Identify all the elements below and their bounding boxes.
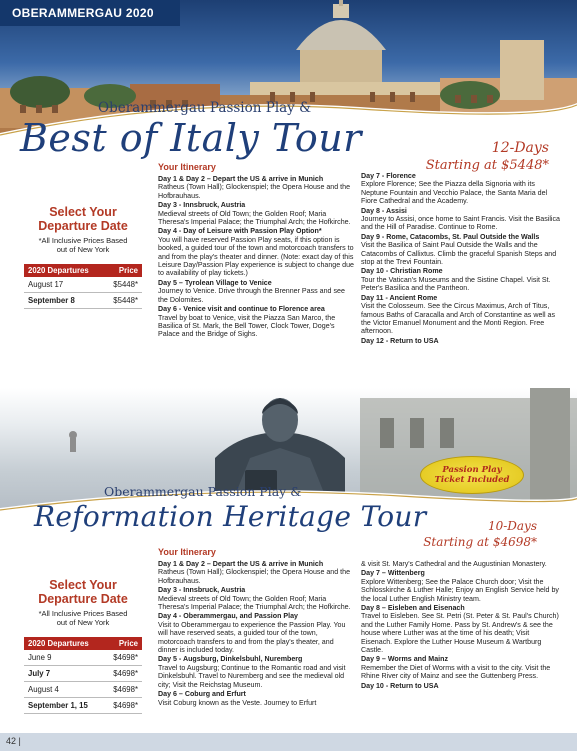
itinerary-day (158, 279, 354, 304)
itinerary-day (361, 560, 561, 568)
tour1-days: 12-Days (491, 140, 549, 156)
badge-line2: Ticket Included (434, 475, 510, 485)
table-row (24, 277, 142, 293)
departure-title-line1: Select Your (49, 578, 117, 592)
departure-title (24, 578, 142, 606)
itinerary-day (158, 201, 354, 226)
departure-title-line2: Departure Date (38, 592, 128, 606)
departure-price: $4698* (104, 698, 142, 714)
departure-date: June 9 (24, 650, 104, 666)
badge-line1: Passion Play (442, 465, 502, 475)
itinerary-day (158, 586, 354, 611)
itinerary-day (158, 612, 354, 654)
table-row (24, 682, 142, 698)
day-title: Day 10 - Return to USA (361, 681, 439, 690)
footer-bar (0, 733, 577, 751)
day-body: Visit the Colosseum. See the Circus Maximus, Arch of Titus, famous Baths of Caracalla and Arch of Constantine as well as the Victor Emanuel Monument and the Monti Region. Free afternoon. (361, 302, 556, 336)
day-body: Visit the Basilica of Saint Paul Outside the Walls and the Catacombs of Callixtus. Climb the graceful Spanish Steps and stop at the Trevi Fountain. (361, 241, 557, 267)
day-title: Day 6 – Coburg and Erfurt (158, 690, 246, 699)
departure-date: July 7 (24, 666, 104, 682)
departure-price: $4698* (104, 666, 142, 682)
tour2-price-callout (423, 518, 537, 550)
departure-price: $4698* (104, 682, 142, 698)
tour1-itinerary-col2 (361, 172, 561, 346)
departure-date: September 8 (24, 293, 104, 309)
day-title: Day 3 - Innsbruck, Austria (158, 201, 246, 210)
tour1-departure-box (24, 205, 142, 309)
departure-title (24, 205, 142, 233)
tour1-itinerary-heading: Your Itinerary (158, 162, 216, 172)
day-title: Day 8 - Assisi (361, 206, 407, 215)
day-body: Explore Florence; See the Piazza della Signoria with its Neptune Fountain and Vecchio Palace, the Santa Maria del Fiore Cathedral and the Academy. (361, 180, 548, 206)
departure-note (24, 609, 142, 627)
table-header-row (24, 264, 142, 277)
table-row (24, 293, 142, 309)
day-title: Day 1 & Day 2 – Depart the US & arrive in Munich (158, 560, 324, 568)
departure-date: August 17 (24, 277, 104, 293)
itinerary-day (158, 175, 354, 200)
tour1-itinerary-col1 (158, 175, 354, 340)
day-title: Day 10 - Christian Rome (361, 267, 443, 276)
table-header-row (24, 637, 142, 650)
day-body: Visit Coburg known as the Veste. Journey to Erfurt (158, 698, 317, 707)
day-body: Journey to Assisi, once home to Saint Francis. Visit the Basilica and the Hill of Paradise. Continue to Rome. (361, 215, 560, 232)
col-header-date: 2020 Departures (24, 637, 104, 650)
day-title: Day 5 - Augsburg, Dinkelsbuhl, Nuremberg (158, 655, 303, 664)
departure-note-line1: *All Inclusive Prices Based (38, 236, 128, 245)
tour2-days: 10-Days (487, 519, 537, 533)
departure-price: $5448* (104, 293, 142, 309)
tour1-title: Best of Italy Tour (20, 116, 362, 160)
day-body: Medieval streets of Old Town; the Golden Roof; Maria Theresa's Imperial Palace; the Triumphal Arch; the Hofkirche. (158, 594, 351, 612)
day-title: Day 8 – Eisleben and Eisenach (361, 604, 465, 613)
day-body: Tour the Vatican's Museums and the Sistine Chapel. Visit St. Peter's Basilica and the Pantheon. (361, 275, 551, 293)
tour1-departure-table (24, 264, 142, 309)
itinerary-day (361, 682, 561, 690)
day-body: Journey to Venice. Drive through the Brenner Pass and see the Dolomites. (158, 287, 345, 304)
itinerary-day (158, 690, 354, 707)
day-body: You will have reserved Passion Play seats, if this option is booked, a guided tour of the town and motorcoach transfers to and from the play's theater and dinner. (Note: exact day of this Leisure Day/Passion Play experience is subject to change due to availability of play tickets.) (158, 235, 354, 278)
itinerary-day (158, 655, 354, 689)
departure-note-line1: *All Inclusive Prices Based (38, 609, 128, 618)
departure-price: $4698* (104, 650, 142, 666)
itinerary-day (361, 294, 561, 336)
itinerary-day (158, 227, 354, 277)
departure-date: September 1, 15 (24, 698, 104, 714)
departure-note (24, 236, 142, 254)
itinerary-day (361, 655, 561, 680)
tour2-departure-box (24, 578, 142, 714)
tour1-starting-price: Starting at $5448* (425, 158, 549, 173)
day-body: Travel to Eisleben. See St. Petri (St. Peter & St. Paul's Church) and the Luther Family Home. Pass by St. Andrew's & see the house where Luther was at the time of his death; Visit Eisenach. Explore the Luther House Museum & Wartburg Castle. (361, 612, 559, 655)
col-header-date: 2020 Departures (24, 264, 104, 277)
itinerary-day (361, 604, 561, 654)
table-row (24, 650, 142, 666)
itinerary-day (361, 569, 561, 603)
day-body: Medieval streets of Old Town; the Golden Roof; Maria Theresa's Imperial Palace; the Triumphal Arch; the Hofkirche. (158, 209, 351, 227)
tour2-subtitle: Oberammergau Passion Play & (104, 484, 302, 499)
day-title: Day 7 – Wittenberg (361, 569, 425, 578)
day-title: Day 1 & Day 2 – Depart the US & arrive in Munich (158, 175, 324, 183)
tour2-departure-table (24, 637, 142, 714)
tour1-price-callout (426, 140, 549, 174)
table-row (24, 698, 142, 714)
tour1-subtitle: Oberammergau Passion Play & (98, 100, 312, 116)
day-body: Remember the Diet of Worms with a visit to the city. Visit the Rhine River city of Mainz and see the Guttenberg Press. (361, 663, 551, 681)
day-body: Travel to Augsburg; Continue to the Romantic road and visit Dinkelsbuhl. Travel to Nuremberg and see the medieval old city; Visit the Reichstag Museum. (158, 663, 346, 689)
itinerary-day (361, 267, 561, 292)
tour2-itinerary-heading: Your Itinerary (158, 547, 216, 557)
tour2-starting-price: Starting at $4698* (423, 535, 537, 549)
day-body: Explore Wittenberg; See the Palace Church door; Visit the Schlosskirche & Luther Halle; Enjoy an English Service held by the local Luther English Ministry team. (361, 577, 559, 603)
departure-title-line1: Select Your (49, 205, 117, 219)
day-title: Day 12 - Return to USA (361, 336, 439, 345)
day-title: Day 5 – Tyrolean Village to Venice (158, 278, 272, 287)
day-title: Day 4 - Oberammergau, and Passion Play (158, 612, 298, 621)
tour2-itinerary-col1 (158, 560, 354, 708)
departure-note-line2: out of New York (56, 245, 110, 254)
day-title: Day 6 - Venice visit and continue to Florence area (158, 305, 325, 314)
table-row (24, 666, 142, 682)
departure-price: $5448* (104, 277, 142, 293)
day-body: Ratheus (Town Hall); Glockenspiel; the Opera House and the Hofbrauhaus. (158, 568, 351, 585)
itinerary-day (361, 337, 561, 345)
col-header-price: Price (104, 264, 142, 277)
tour2-itinerary-col2 (361, 560, 561, 691)
departure-date: August 4 (24, 682, 104, 698)
itinerary-day (361, 207, 561, 232)
itinerary-day (158, 305, 354, 339)
tour2-title: Reformation Heritage Tour (34, 500, 427, 533)
departure-note-line2: out of New York (56, 618, 110, 627)
day-body: Travel by boat to Venice, visit the Piazza San Marco, the Basilica of St. Mark, the Bell Tower, Clock Tower, Doge's Palace and the Bridge of Sighs. (158, 313, 336, 339)
day-title: Day 11 - Ancient Rome (361, 293, 438, 302)
day-title: Day 4 - Day of Leisure with Passion Play Option* (158, 227, 322, 236)
itinerary-day (361, 233, 561, 267)
day-title: Day 7 - Florence (361, 172, 416, 180)
page-number: 42 | (6, 736, 21, 746)
day-body: Ratheus (Town Hall); Glockenspiel; the Opera House and the Hofbrauhaus. (158, 183, 351, 200)
day-body: Visit to Oberammergau to experience the Passion Play. You will have reserved seats, a guided tour of the town, motorcoach transfers to and from the play's theater, and dinner is included today. (158, 620, 346, 655)
day-title: Day 3 - Innsbruck, Austria (158, 586, 246, 595)
day-title: Day 9 - Rome, Catacombs, St. Paul Outside the Walls (361, 232, 540, 241)
col-header-price: Price (104, 637, 142, 650)
itinerary-day (158, 560, 354, 585)
day-title: Day 9 – Worms and Mainz (361, 655, 448, 664)
day-body: & visit St. Mary's Cathedral and the Augustinian Monastery. (361, 560, 547, 568)
itinerary-day (361, 172, 561, 206)
magazine-section-tab: OBERAMMERGAU 2020 (0, 0, 180, 26)
departure-title-line2: Departure Date (38, 219, 128, 233)
